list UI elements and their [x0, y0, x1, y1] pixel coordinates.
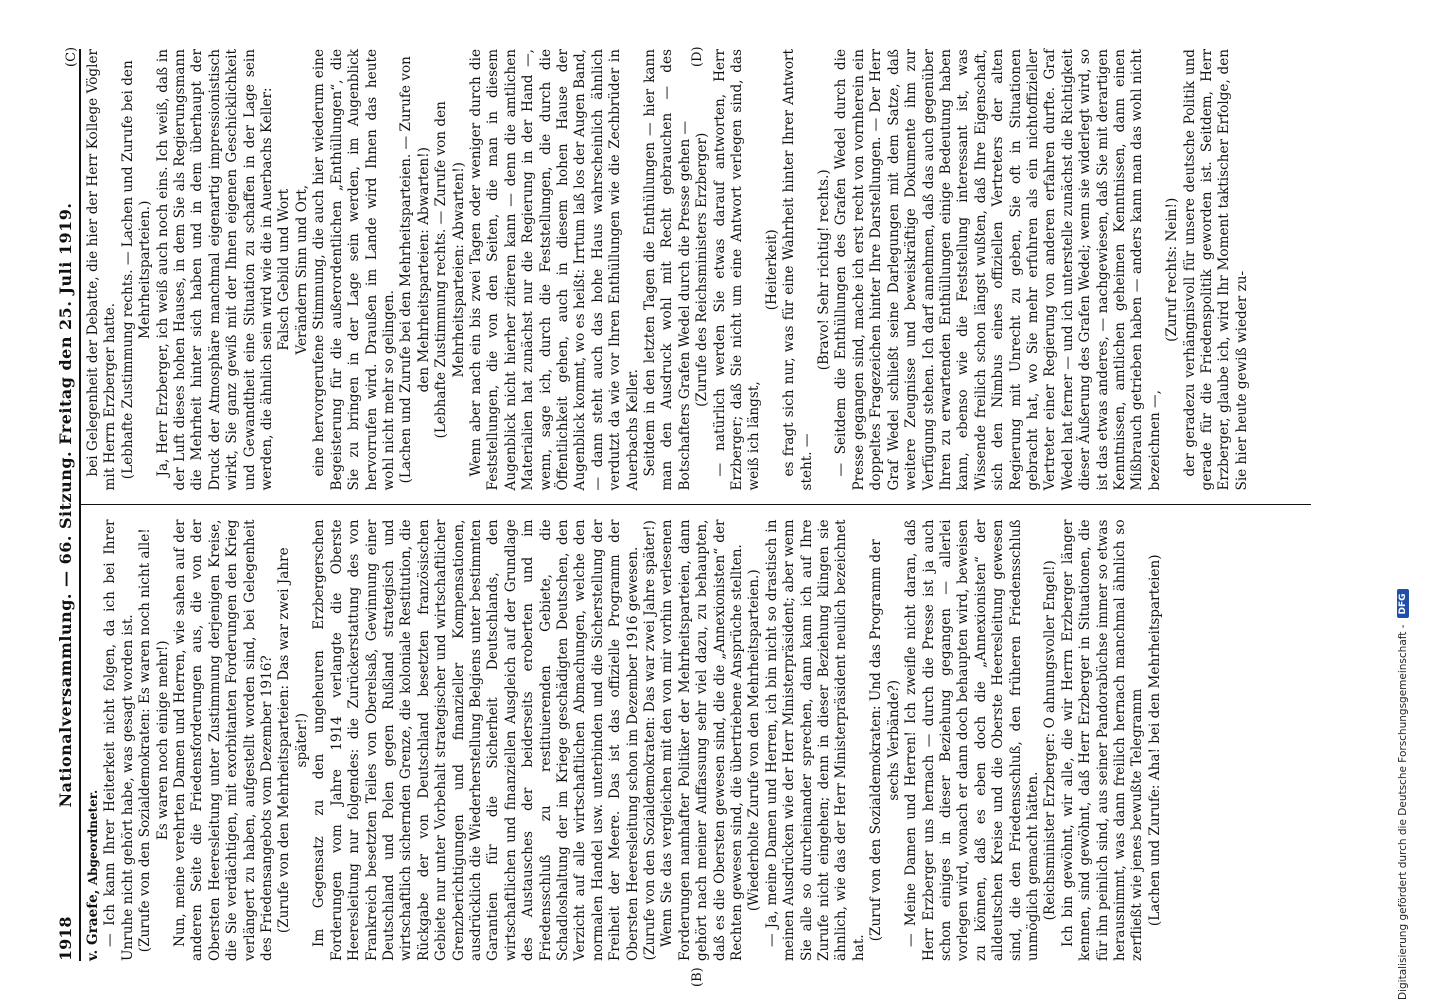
paragraph: — Meine Damen und Herren! Ich zweifle nicht daran, daß Herr Erzberger uns hernach — durch die Presse ist ja auch schon einiges in dieser Beziehung gegangen — allerlei vorlegen wird, wonach er dann doch behaupten wird, beweisen zu können, daß es eben doch die „Annexionisten“ der alldeutschen Kreise und die Oberste Heeresleitung gewesen sind, die den Friedensschluß, den früheren Friedensschluß unmöglich gemacht hätten.: [903, 519, 1041, 961]
paragraph: der geradezu verhängnisvoll für unsere deutsche Politik und gerade für die Friedenspolitik geworden ist. Seitdem, Herr Erzberger, glaube ich, wird Ihr Moment taktischer Erfolge, den Sie hier heute gewiß wieder zu-: [1181, 49, 1250, 491]
paragraph: Ja, Herr Erzberger, ich weiß auch noch eins. Ich weiß, daß in der Luft dieses hohen Hauses, in dem Sie als Regierungsmann die Mehrheit hinter sich haben und in dem überhaupt der Druck der Atmosphäre manchmal eigenartig impressionistisch wirkt, Sie ganz gewiß mit der Ihnen eigenen Geschicklichkeit und Gewandtheit eine Situation zu schaffen in der Lage sein werden, die ähnlich sein wird wie die in Auerbachs Keller:: [154, 49, 276, 491]
interjection: (Zuruf von den Sozialdemokraten: Und das Programm der sechs Verbände?): [868, 539, 902, 942]
interjection: (Lebhafte Zustimmung rechts. — Lachen und Zurufe bei den Mehrheitsparteien.): [119, 60, 154, 480]
paragraph: es fragt sich nur, was für eine Wahrheit hinter Ihrer Antwort steht. —: [781, 49, 815, 491]
paragraph: bei Gelegenheit der Debatte, die hier der Herr Kollege Vögler mit Herrn Erzberger hatte.: [85, 49, 119, 491]
rotated-page: [50, 35, 1350, 987]
interjection: (Heiterkeit): [763, 229, 780, 311]
paragraph: — Ich kann Ihrer Heiterkeit nicht folgen, da ich bei Ihrer Unruhe nicht gehört habe, was gesagt worden ist.: [102, 519, 136, 961]
paragraph: Wenn Sie das vergleichen mit den von mir vorhin verlesenen Forderungen namhafter Politiker der Mehrheitsparteien, dann gehört nach meiner Auffassung sehr viel dazu, zu behaupten, daß es die Obersten gewesen sind, die die „Annexionisten“ der Rechten gewesen sind, die übertriebene Ansprüche stellten.: [659, 519, 746, 961]
paragraph: — Ja, meine Damen und Herren, ich bin nicht so drastisch in meinen Ausdrücken wie der Herr Ministerpräsident; aber wenn Sie alle so durcheinander sprechen, dann kann ich auf Ihre Zurufe nicht eingehen; denn in dieser Beziehung klingen sie ähnlich, wie das der Herr Ministerpräsident neulich bezeichnet hat.: [763, 519, 867, 961]
speaker-line: [85, 520, 102, 962]
interjection: (Reichsminister Erzberger: O ahnungsvoller Engel!): [1042, 560, 1059, 921]
paragraph: — Seitdem die Enthüllungen des Grafen Wedel durch die Presse gegangen sind, mache ich erst recht von vornherein ein doppeltes Fragezeichen hinter Ihre Darstellungen. — Der Herr Graf Wedel schließt seine Darlegungen mit dem Satze, daß weitere Zeugnisse und beweiskräftige Dokumente ihm zur Verfügung stehen. Ich darf annehmen, daß das auch gegenüber Ihren zu erwartenden Enthüllungen einige Bedeutung haben kann, ebenso wie die Feststellung interessant ist, was Wissende freilich schon längst wußten, daß Ihre Eigenschaft, sich den Nimbus eines offiziellen Vertreters der alten Regierung mit Unrecht zu geben, Sie oft in Situationen gebracht hat, wo Sie mehr erfuhren als ein nichtoffizieller Vertreter einer Regierung von anderen erfahren durfte. Graf Wedel hat ferner — und ich unterstelle zunächst die Richtigkeit dieser Äußerung des Grafen Wedel; wenn sie widerlegt wird, so ist das etwas anderes, — nachgewiesen, daß Sie mit derartigen Kenntnissen, amtlichen geheimen Kenntnissen, dann einen Mißbrauch getrieben haben — anders kann man das wohl nicht bezeichnen —,: [833, 49, 1163, 491]
interjection: (Zurufe von den Sozialdemokraten: Das war zwei Jahre später!): [642, 520, 658, 961]
speaker-role: Abgeordneter.: [86, 789, 100, 886]
interjection: Verändern Sinn und Ort,: [293, 184, 310, 355]
page-title: Nationalversammlung. — 66. Sitzung. Freitag den 25. Juli 1919.: [56, 202, 75, 808]
interjection: Falsch Gebild und Wort: [276, 188, 293, 351]
paragraph: Wenn aber nach ein bis zwei Tagen oder weniger durch die Feststellungen, die von den Seiten, die man in diesem Augenblick nicht hierher zitieren kann — denn die amtlichen Materialien hat zunächst nur die Regierung in der Hand —, wenn, sage ich, durch die Feststellungen, die durch die Öffentlichkeit gehen, auch in diesem hohen Hause der Augenblick kommt, wo es heißt: Irrtum laß los der Augen Band, — dann steht auch das hohe Haus wahrscheinlich ähnlich verdutzt da wie vor Ihren Enthüllungen wie die Zechbrüder in Auerbachs Keller.: [467, 49, 641, 491]
margin-letter-c: (C): [64, 46, 79, 67]
page-number: 1918: [56, 916, 75, 961]
paragraph: Seitdem in den letzten Tagen die Enthüllungen — hier kann man den Ausdruck wohl mit Recht gebrauchen — des Botschafters Grafen Wedel durch die Presse gehen —: [642, 49, 693, 491]
interjection: (Bravo! Sehr richtig! rechts.): [816, 169, 833, 371]
page-header: [56, 46, 81, 961]
column-divider: [81, 505, 1311, 506]
text-columns: [81, 49, 1311, 961]
interjection: (Zurufe des Reichsministers Erzberger): [694, 132, 711, 407]
paragraph: — natürlich werden Sie etwas darauf antworten, Herr Erzberger; daß Sie nicht um eine Antwort verlegen sind, das weiß ich längst,: [711, 49, 763, 491]
paragraph: Ich bin gewöhnt, wir alle, die wir Herrn Erzberger länger kennen, sind gewöhnt, daß Herr Erzberger in Situationen, die für ihn peinlich sind, aus seiner Pandorabüchse immer so etwas herausnimmt, was dann freilich hernach manchmal ähnlich so zerfließt wie jenes bewußte Telegramm: [1059, 519, 1146, 961]
paragraph: Nun, meine verehrten Damen und Herren, wie sahen auf der anderen Seite die Friedensforderungen aus, die von der Obersten Heeresleitung unter Zustimmung derjenigen Kreise, die Sie verdächtigen, mit exorbitanten Forderungen den Krieg verlängert zu haben, aufgestellt worden sind, bei Gelegenheit des Friedensangebots vom Dezember 1916?: [172, 519, 276, 961]
interjection: (Lachen und Zurufe: Aha! bei den Mehrheitsparteien): [1146, 554, 1163, 927]
digitization-credit: [1397, 10, 1409, 1000]
paragraph: eine hervorgerufene Stimmung, die auch hier wiederum eine Begeisterung für die außerordentlichen „Enthüllungen“, die Sie zu bringen in der Lage sein werden, im Augenblick hervorrufen wird. Draußen im Lande wird Ihnen das heute wohl nicht mehr so gelingen.: [311, 49, 397, 491]
column-left: [81, 520, 1311, 962]
speaker-name: v. Graefe,: [85, 889, 101, 961]
interjection: (Lachen und Zurufe bei den Mehrheitsparteien. — Zurufe von den Mehrheitsparteien: Abwarten!): [398, 56, 432, 484]
interjection: (Wiederholte Zurufe von den Mehrheitsparteien.): [746, 569, 763, 912]
margin-letter-b: (B): [690, 967, 705, 987]
credit-text: Digitalisierung gefördert durch die Deutsche Forschungsgemeinschaft -: [1397, 624, 1409, 1000]
interjection: (Zuruf rechts: Nein!): [1164, 197, 1181, 342]
dfg-logo: DFG: [1397, 589, 1409, 618]
interjection: (Zurufe von den Sozialdemokraten: Es waren noch nicht alle! Es waren noch einige mehr!): [137, 528, 171, 953]
paragraph: Im Gegensatz zu den ungeheuren Erzbergerschen Forderungen vom Jahre 1914 verlangte die Oberste Heeresleitung nur folgendes: die Zurückerstattung des von Frankreich besetzten Teiles von Oberelsaß, Gewinnung einer Deutschland und Polen gegen Rußland strategisch und wirtschaftlich sichernden Grenze, die koloniale Restitution, die Rückgabe der von Deutschland besetzten französischen Gebiete nur unter Vorbehalt strategischer und wirtschaftlicher Grenzberichtigungen und finanzieller Kompensationen, ausdrücklich die Wiederherstellung Belgiens unter bestimmten Garantien für die Sicherheit Deutschlands, den wirtschaftlichen und finanziellen Ausgleich auf der Grundlage des Austausches der beiderseits eroberten und im Friedensschluß zu restituierenden Gebiete, die Schadloshaltung der im Kriege geschädigten Deutschen, den Verzicht auf alle wirtschaftlichen Abmachungen, welche den normalen Handel usw. unterbinden und die Sicherstellung der Freiheit der Meere. Das ist das offizielle Programm der Obersten Heeresleitung schon im Dezember 1916 gewesen.: [311, 519, 641, 961]
column-right: [81, 49, 1311, 491]
interjection: (Lebhafte Zustimmung rechts. — Zurufe von den Mehrheitsparteien: Abwarten!): [433, 101, 467, 439]
margin-letter-d: (D): [690, 46, 705, 67]
interjection: (Zurufe von den Mehrheitsparteien: Das war zwei Jahre später!): [276, 547, 310, 934]
